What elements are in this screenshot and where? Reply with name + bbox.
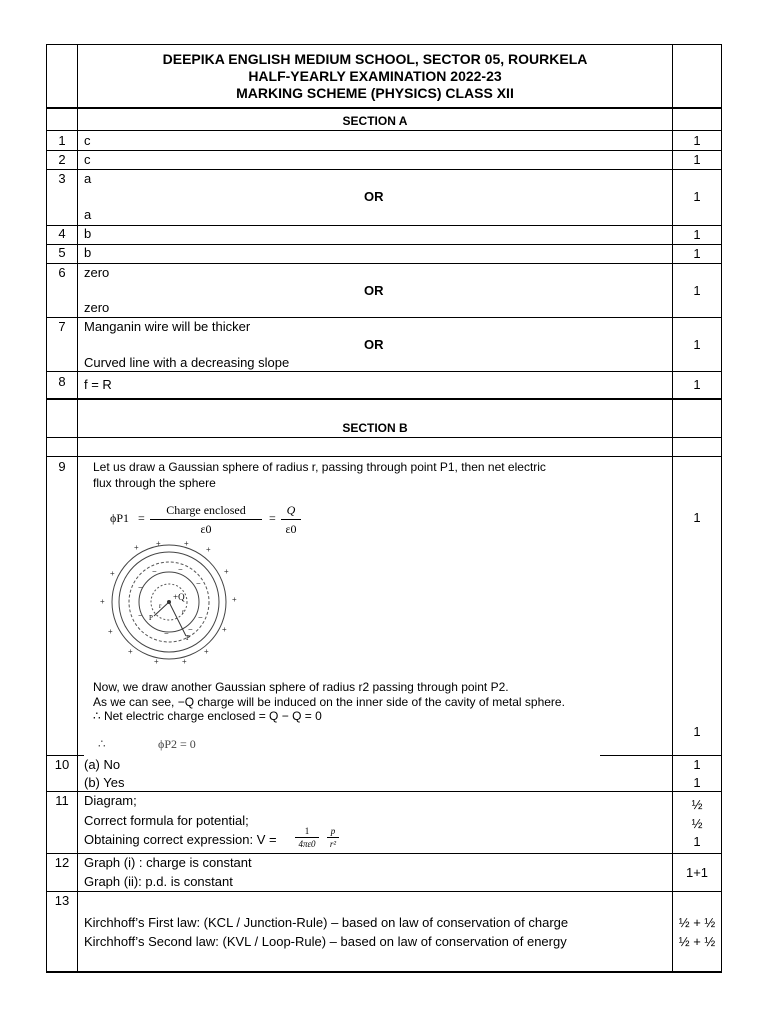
row-line <box>46 398 722 400</box>
question-number: 8 <box>58 374 66 389</box>
svg-text:+: + <box>154 657 159 666</box>
fraction-bar <box>295 837 319 838</box>
q9-line2: flux through the sphere <box>93 476 216 490</box>
marks: 1 <box>693 133 701 148</box>
row-line <box>46 169 722 170</box>
answer-text: b <box>84 226 92 241</box>
gauss-law-figure <box>84 458 600 756</box>
question-number: 6 <box>58 265 66 280</box>
fraction-bar <box>281 519 301 520</box>
question-number: 12 <box>54 855 70 870</box>
svg-text:r: r <box>182 608 185 616</box>
row-line <box>46 891 722 892</box>
svg-text:+: + <box>128 647 133 656</box>
row-line <box>46 853 722 854</box>
svg-text:−: − <box>138 583 143 592</box>
alt-answer-text: zero <box>84 300 110 315</box>
svg-text:+: + <box>182 657 187 666</box>
answer-text: b <box>84 245 92 260</box>
marks: ½ + ½ <box>678 915 716 930</box>
svg-text:+: + <box>206 545 211 554</box>
border-top <box>46 44 722 45</box>
q11-line3: Obtaining correct expression: V = <box>84 832 277 847</box>
marks: 1 <box>693 337 701 352</box>
q11-line1: Diagram; <box>84 793 137 808</box>
svg-text:−: − <box>198 613 203 622</box>
marks: 1 <box>693 510 701 525</box>
scheme-title: MARKING SCHEME (PHYSICS) CLASS XII <box>236 85 514 101</box>
svg-text:−: − <box>188 625 193 634</box>
question-number: 4 <box>58 226 66 241</box>
answer-text: c <box>84 152 91 167</box>
svg-text:P: P <box>149 614 153 622</box>
row-line <box>46 130 722 131</box>
marks: ½ <box>691 797 703 812</box>
row-line <box>46 437 722 438</box>
marks: 1 <box>693 283 701 298</box>
or-label: OR <box>364 283 384 298</box>
q11-line2: Correct formula for potential; <box>84 813 249 828</box>
q12-line2: Graph (ii): p.d. is constant <box>84 874 233 889</box>
svg-text:P: P <box>186 634 190 642</box>
frac1-den: 4πε0 <box>298 839 316 849</box>
q9-text2: Now, we draw another Gaussian sphere of radius r2 passing through point P2. <box>93 680 509 694</box>
row-line <box>46 107 722 109</box>
row-line <box>46 371 722 372</box>
frac1-num: 1 <box>304 826 310 836</box>
row-line <box>46 456 722 457</box>
svg-text:+Q: +Q <box>173 592 185 602</box>
col-line-2 <box>672 44 673 972</box>
row-line <box>46 263 722 264</box>
q13-line1: Kirchhoff’s First law: (KCL / Junction-Rule) – based on law of conservation of charge <box>84 915 569 930</box>
q9-line1: Let us draw a Gaussian sphere of radius r, passing through point P1, then net electric <box>93 460 546 474</box>
concentric-spheres-diagram <box>94 540 254 670</box>
equals-sign: = <box>269 511 276 525</box>
marks: 1+1 <box>685 865 709 880</box>
marks: 1 <box>693 775 701 790</box>
answer-text: zero <box>84 265 110 280</box>
marks: ½ <box>691 816 703 831</box>
svg-text:+: + <box>184 540 189 548</box>
flux-formula-lhs: ϕP1 <box>110 511 129 525</box>
flux-formula-eps: ε0 <box>285 522 297 536</box>
question-number: 11 <box>55 793 69 808</box>
flux-formula-denominator: ε0 <box>200 522 212 536</box>
svg-text:−: − <box>196 579 201 588</box>
q12-line1: Graph (i) : charge is constant <box>84 855 252 870</box>
answer-text: f = R <box>84 377 112 392</box>
svg-text:+: + <box>100 597 105 606</box>
frac2-den: r² <box>329 839 337 849</box>
border-right <box>721 44 722 972</box>
question-number: 2 <box>58 152 66 167</box>
row-line <box>46 317 722 318</box>
fraction-bar <box>327 837 339 838</box>
col-line-1 <box>77 44 78 972</box>
or-label: OR <box>364 337 384 352</box>
or-label: OR <box>364 189 384 204</box>
q9-text3: As we can see, −Q charge will be induced on the inner side of the cavity of metal sphere. <box>93 695 565 709</box>
question-number: 5 <box>58 245 66 260</box>
answer-b: (b) Yes <box>84 775 125 790</box>
marks: 1 <box>693 152 701 167</box>
frac2-num: p <box>330 826 336 836</box>
flux-formula-q: Q <box>286 503 296 517</box>
svg-text:+: + <box>204 647 209 656</box>
fraction-bar <box>150 519 262 520</box>
answer-text: Manganin wire will be thicker <box>84 319 251 334</box>
svg-text:−: − <box>138 611 143 620</box>
flux-formula-numerator: Charge enclosed <box>166 503 246 517</box>
svg-text:−: − <box>152 567 157 576</box>
therefore-symbol: ∴ <box>98 737 106 751</box>
equals-sign: = <box>138 511 145 525</box>
exam-title: HALF-YEARLY EXAMINATION 2022-23 <box>248 68 502 84</box>
school-name: DEEPIKA ENGLISH MEDIUM SCHOOL, SECTOR 05, ROURKELA <box>162 51 588 67</box>
svg-text:+: + <box>108 627 113 636</box>
q13-line2: Kirchhoff’s Second law: (KVL / Loop-Rule) – based on law of conservation of energy <box>84 934 567 949</box>
question-number: 3 <box>58 171 66 186</box>
marks: 1 <box>693 189 701 204</box>
question-number: 7 <box>58 319 66 334</box>
answer-text: c <box>84 133 91 148</box>
row-line <box>46 225 722 226</box>
svg-text:r: r <box>159 602 162 610</box>
alt-answer-text: Curved line with a decreasing slope <box>84 355 290 370</box>
border-bottom <box>46 971 722 973</box>
svg-text:+: + <box>156 540 161 548</box>
section-a-heading: SECTION A <box>342 114 408 128</box>
row-line <box>46 791 722 792</box>
answer-a: (a) No <box>84 757 121 772</box>
question-number: 1 <box>58 133 66 148</box>
svg-text:+: + <box>224 567 229 576</box>
svg-text:+: + <box>134 543 139 552</box>
marks: ½ + ½ <box>678 934 716 949</box>
svg-text:−: − <box>178 565 183 574</box>
section-b-heading: SECTION B <box>342 421 408 435</box>
question-number: 9 <box>58 459 66 474</box>
svg-text:+: + <box>110 569 115 578</box>
alt-answer-text: a <box>84 207 92 222</box>
marks: 1 <box>693 757 701 772</box>
marks: 1 <box>693 227 701 242</box>
row-line <box>46 150 722 151</box>
svg-text:−: − <box>164 629 169 638</box>
marks: 1 <box>693 834 701 849</box>
marks: 1 <box>693 724 701 739</box>
answer-text: a <box>84 171 92 186</box>
flux-formula-2: ϕP2 = 0 <box>158 737 196 751</box>
marks: 1 <box>693 377 701 392</box>
question-number: 10 <box>54 757 70 772</box>
q9-text4: ∴ Net electric charge enclosed = Q − Q = 0 <box>93 709 322 723</box>
question-number: 13 <box>54 893 70 908</box>
svg-text:+: + <box>222 625 227 634</box>
marks: 1 <box>693 246 701 261</box>
row-line <box>46 244 722 245</box>
svg-text:+: + <box>232 595 237 604</box>
